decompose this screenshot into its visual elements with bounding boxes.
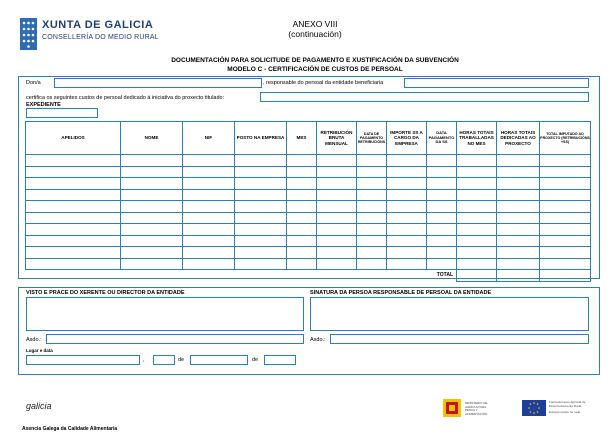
table-cell[interactable] <box>357 212 387 224</box>
table-cell[interactable] <box>357 189 387 201</box>
table-row <box>26 247 591 259</box>
table-cell[interactable] <box>540 247 591 259</box>
gov-ministry-text: MINISTERIO DE AGRICULTURA, PESCA Y ALIMENTACIÓN <box>465 401 488 416</box>
table-cell[interactable] <box>540 189 591 201</box>
table-cell[interactable] <box>317 201 357 213</box>
table-cell[interactable] <box>235 235 287 247</box>
table-cell[interactable] <box>317 224 357 236</box>
document-title: DOCUMENTACIÓN PARA SOLICITUDE DE PAGAMENTO E XUSTIFICACIÓN DA SUBVENCIÓN <box>171 57 459 64</box>
table-cell[interactable] <box>540 212 591 224</box>
year-field[interactable] <box>264 355 296 365</box>
table-cell[interactable] <box>26 155 121 167</box>
table-cell[interactable] <box>457 212 497 224</box>
table-cell[interactable] <box>317 235 357 247</box>
table-cell[interactable] <box>317 212 357 224</box>
table-cell[interactable] <box>457 201 497 213</box>
table-cell[interactable] <box>287 247 317 259</box>
table-cell[interactable] <box>427 166 457 178</box>
project-title-field[interactable] <box>260 92 589 102</box>
table-cell[interactable] <box>121 247 183 259</box>
annex-title: ANEXO VIII <box>292 19 338 29</box>
table-cell[interactable] <box>457 155 497 167</box>
don-label: Don/a <box>26 80 41 86</box>
table-row <box>26 235 591 247</box>
org-department: CONSELLERÍA DO MEDIO RURAL <box>42 34 159 41</box>
eu-feader-logo <box>522 398 592 418</box>
table-cell[interactable] <box>26 189 121 201</box>
table-cell[interactable] <box>427 235 457 247</box>
table-cell[interactable] <box>287 201 317 213</box>
table-cell[interactable] <box>457 224 497 236</box>
table-cell[interactable] <box>540 178 591 190</box>
table-cell[interactable] <box>183 178 235 190</box>
org-name: XUNTA DE GALICIA <box>42 19 154 31</box>
galicia-logo: galicia <box>26 401 52 411</box>
table-cell[interactable] <box>287 178 317 190</box>
table-cell[interactable] <box>387 224 427 236</box>
table-cell[interactable] <box>457 247 497 259</box>
spain-government-logo <box>441 398 507 418</box>
eu-fund-text: Fondo Europeo Agrícola de Desenvolvemento Rural <box>549 400 586 408</box>
table-cell[interactable] <box>540 235 591 247</box>
total-label: TOTAL <box>436 271 453 278</box>
agency-name: Axencia Galega da Calidade Alimentaria <box>22 426 118 432</box>
table-cell[interactable] <box>121 258 183 270</box>
table-cell[interactable] <box>357 155 387 167</box>
table-cell[interactable] <box>357 201 387 213</box>
table-cell[interactable] <box>183 224 235 236</box>
table-cell[interactable] <box>497 212 540 224</box>
table-row <box>26 189 591 201</box>
table-cell[interactable] <box>235 212 287 224</box>
table-header-row <box>26 122 591 155</box>
col-data-pagamento: DATA DE PAGAMENTO RETRIBUCIÓNS <box>357 122 387 155</box>
document-subtitle: MODELO C - CERTIFICACIÓN DE CUSTOS DE PERSOAL <box>227 66 403 73</box>
table-cell[interactable] <box>427 155 457 167</box>
table-cell[interactable] <box>497 247 540 259</box>
table-cell[interactable] <box>457 178 497 190</box>
col-horas-proxecto: HORAS TOTAIS DEDICADAS AO PROXECTO <box>497 122 540 155</box>
table-cell[interactable] <box>540 166 591 178</box>
table-cell[interactable] <box>497 178 540 190</box>
table-cell[interactable] <box>317 178 357 190</box>
table-cell[interactable] <box>427 201 457 213</box>
table-cell[interactable] <box>387 201 427 213</box>
table-cell[interactable] <box>357 258 387 270</box>
table-cell[interactable] <box>387 247 427 259</box>
total-cell[interactable] <box>497 270 540 282</box>
table-cell[interactable] <box>317 155 357 167</box>
col-apelidos: APELIDOS <box>26 122 121 155</box>
table-cell[interactable] <box>287 166 317 178</box>
table-cell[interactable] <box>121 224 183 236</box>
table-cell[interactable] <box>235 155 287 167</box>
table-cell[interactable] <box>457 166 497 178</box>
table-cell[interactable] <box>357 166 387 178</box>
table-cell[interactable] <box>540 258 591 270</box>
table-cell[interactable] <box>26 224 121 236</box>
table-cell[interactable] <box>497 201 540 213</box>
left-signature-box[interactable] <box>26 297 304 331</box>
certifies-label: certifica os seguintes custos de persoal dedicado á iniciativa do proxecto titulado: <box>26 95 225 101</box>
expediente-field[interactable] <box>26 108 98 118</box>
responsible-label: , responsable do persoal da entidade beneficiaria <box>263 80 384 86</box>
table-row <box>26 155 591 167</box>
table-cell[interactable] <box>387 189 427 201</box>
table-cell[interactable] <box>387 178 427 190</box>
table-cell[interactable] <box>317 247 357 259</box>
table-cell[interactable] <box>387 235 427 247</box>
table-cell[interactable] <box>287 189 317 201</box>
table-cell[interactable] <box>387 258 427 270</box>
table-cell[interactable] <box>427 189 457 201</box>
table-cell[interactable] <box>183 201 235 213</box>
table-cell[interactable] <box>287 235 317 247</box>
right-signed-field[interactable] <box>330 334 589 344</box>
de-label-1: de <box>178 357 185 363</box>
table-cell[interactable] <box>387 212 427 224</box>
table-cell[interactable] <box>497 235 540 247</box>
total-cell[interactable] <box>540 270 591 282</box>
table-cell[interactable] <box>121 212 183 224</box>
table-cell[interactable] <box>183 155 235 167</box>
annex-subtitle: (continuación) <box>288 29 342 39</box>
col-retribucion: RETRIBUCIÓN BRUTA MENSUAL <box>317 122 357 155</box>
table-cell[interactable] <box>26 178 121 190</box>
table-cell[interactable] <box>497 189 540 201</box>
table-cell[interactable] <box>357 224 387 236</box>
table-cell[interactable] <box>427 212 457 224</box>
table-cell[interactable] <box>317 166 357 178</box>
table-cell[interactable] <box>357 235 387 247</box>
table-cell[interactable] <box>497 166 540 178</box>
col-total-imputado: TOTAL IMPUTADO AO PROXECTO (RETRIBUCIÓNS +SS) <box>540 122 591 155</box>
table-cell[interactable] <box>183 212 235 224</box>
table-cell[interactable] <box>26 258 121 270</box>
table-cell[interactable] <box>287 155 317 167</box>
table-cell[interactable] <box>427 224 457 236</box>
right-signature-title: SINATURA DA PERSOA RESPONSABLE DE PERSOAL DA ENTIDADE <box>310 290 492 296</box>
table-cell[interactable] <box>121 189 183 201</box>
table-cell[interactable] <box>497 258 540 270</box>
table-cell[interactable] <box>497 155 540 167</box>
table-cell[interactable] <box>235 247 287 259</box>
table-cell[interactable] <box>26 166 121 178</box>
table-cell[interactable] <box>26 247 121 259</box>
table-cell[interactable] <box>121 235 183 247</box>
col-importe-ss: IMPORTE SS A CARGO DA EMPRESA <box>387 122 427 155</box>
place-field[interactable] <box>26 355 140 365</box>
xunta-crest-icon <box>20 18 37 50</box>
table-body <box>26 155 591 282</box>
left-signed-label: Asdo.: <box>26 337 42 343</box>
table-cell[interactable] <box>26 235 121 247</box>
table-cell[interactable] <box>497 224 540 236</box>
table-cell[interactable] <box>387 155 427 167</box>
col-mes: MES <box>287 122 317 155</box>
don-name-field[interactable] <box>54 78 262 88</box>
table-cell[interactable] <box>121 178 183 190</box>
spain-crest-icon <box>441 398 463 418</box>
table-cell[interactable] <box>121 201 183 213</box>
table-cell[interactable] <box>427 247 457 259</box>
table-cell[interactable] <box>235 201 287 213</box>
entity-field[interactable] <box>404 78 589 88</box>
table-cell[interactable] <box>235 258 287 270</box>
total-cell[interactable] <box>457 270 497 282</box>
eu-flag-icon <box>522 400 546 416</box>
table-cell[interactable] <box>540 155 591 167</box>
table-cell[interactable] <box>427 178 457 190</box>
month-field[interactable] <box>190 355 248 365</box>
right-signature-box[interactable] <box>310 297 589 331</box>
table-cell[interactable] <box>540 201 591 213</box>
table-row <box>26 178 591 190</box>
left-signature-title: VISTO E PRACE DO XERENTE OU DIRECTOR DA ENTIDADE <box>26 290 185 296</box>
right-signed-label: Asdo.: <box>310 337 326 343</box>
table-cell[interactable] <box>183 247 235 259</box>
left-signed-field[interactable] <box>46 334 304 344</box>
table-cell[interactable] <box>357 178 387 190</box>
col-posto: POSTO NA EMPRESA <box>235 122 287 155</box>
col-data-ss: DATA PAGAMENTO DA SS <box>427 122 457 155</box>
table-cell[interactable] <box>183 189 235 201</box>
table-cell[interactable] <box>235 178 287 190</box>
expediente-label: EXPEDIENTE <box>26 102 61 108</box>
table-row <box>26 212 591 224</box>
table-row <box>26 166 591 178</box>
table-cell[interactable] <box>317 189 357 201</box>
table-cell[interactable] <box>317 258 357 270</box>
table-cell[interactable] <box>457 235 497 247</box>
table-cell[interactable] <box>235 224 287 236</box>
place-date-label: Lugar e data <box>26 348 53 353</box>
table-cell[interactable] <box>457 258 497 270</box>
table-cell[interactable] <box>235 166 287 178</box>
table-cell[interactable] <box>26 212 121 224</box>
total-row <box>26 270 591 282</box>
table-row <box>26 258 591 270</box>
table-cell[interactable] <box>387 166 427 178</box>
comma-separator: , <box>143 357 145 363</box>
day-field[interactable] <box>153 355 175 365</box>
table-cell[interactable] <box>287 224 317 236</box>
table-cell[interactable] <box>235 189 287 201</box>
table-cell[interactable] <box>183 258 235 270</box>
col-nome: NOME <box>121 122 183 155</box>
table-row <box>26 224 591 236</box>
table-cell[interactable] <box>121 155 183 167</box>
table-cell[interactable] <box>183 166 235 178</box>
table-cell[interactable] <box>183 235 235 247</box>
col-nif: NIF <box>183 122 235 155</box>
table-cell[interactable] <box>427 258 457 270</box>
table-cell[interactable] <box>540 224 591 236</box>
table-cell[interactable] <box>357 247 387 259</box>
table-row <box>26 201 591 213</box>
eu-sub-text: Europa investe no rural <box>549 410 581 414</box>
table-cell[interactable] <box>121 166 183 178</box>
table-cell[interactable] <box>287 258 317 270</box>
table-cell[interactable] <box>287 212 317 224</box>
de-label-2: de <box>252 357 259 363</box>
col-horas-totais: HORAS TOTAIS TRABALLADAS NO MES <box>457 122 497 155</box>
table-cell[interactable] <box>26 201 121 213</box>
costs-table <box>25 121 591 282</box>
table-cell[interactable] <box>457 189 497 201</box>
